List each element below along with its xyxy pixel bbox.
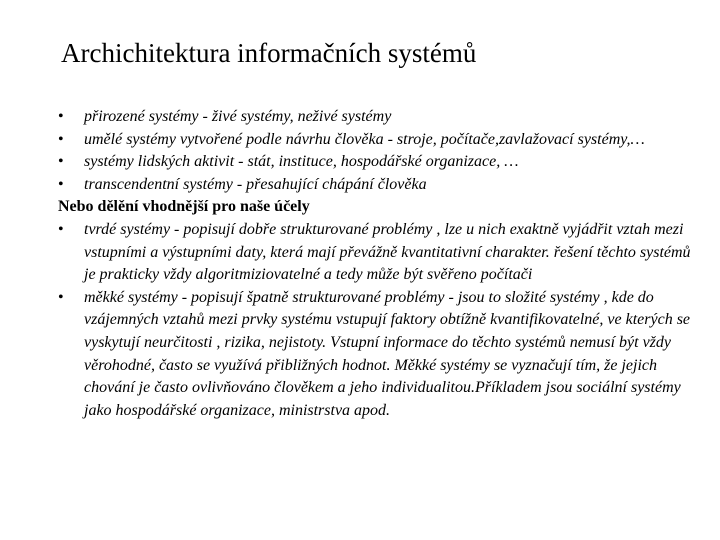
list-item-text: transcendentní systémy - přesahující chápání člověka <box>84 175 427 193</box>
bullet-icon: • <box>58 108 64 125</box>
list-item-text: měkké systémy - popisují špatně strukturované problémy - jsou to složité systémy , kde do vzájemných vztahů mezi prvky systému vstupují faktory obtížně kvantifikovatelné, ve kterých se vyskytují neurčitosti , rizika, nejistoty. Vstupní informace do těchto systémů nemusí být vždy věrohodné, často se využívá přibližných hodnot. Měkké systémy se vyznačují tím, že jejich chování je často ovlivňováno člověkem a jeho individualitou.Příkladem jsou sociální systémy jako hospodářské organizace, ministrstva apod. <box>84 288 691 419</box>
list-item <box>58 106 698 129</box>
bullet-icon: • <box>58 220 64 238</box>
list-item-text: umělé systémy vytvořené podle návrhu člověka - stroje, počítače,zavlažovací systémy,… <box>84 130 645 148</box>
list-item-text: přirozené systémy - živé systémy, neživé systémy <box>84 108 392 125</box>
list-item <box>58 174 698 197</box>
list-item-text: systémy lidských aktivit - stát, instituce, hospodářské organizace, … <box>84 153 519 171</box>
bullet-icon: • <box>58 130 64 148</box>
list-item <box>58 287 698 423</box>
list-item-text: tvrdé systémy - popisují dobře strukturované problémy , lze u nich exaktně vyjádřit vztah mezi vstupními a výstupními daty, která mají převážně kvantitativní charakter. řešení těchto systémů je prakticky vždy algoritmiziovatelné a tedy může být svěřeno počítači <box>84 220 691 284</box>
list-item <box>58 129 698 152</box>
bullet-icon: • <box>58 288 64 306</box>
bullet-icon: • <box>58 153 64 171</box>
list-item <box>58 219 698 287</box>
slide-title: Archichitektura informačních systémů <box>61 38 477 68</box>
bullet-icon: • <box>58 175 64 193</box>
section-heading: Nebo dělění vhodnější pro naše účely <box>58 198 310 216</box>
list-item <box>58 151 698 174</box>
slide-body <box>58 106 698 422</box>
